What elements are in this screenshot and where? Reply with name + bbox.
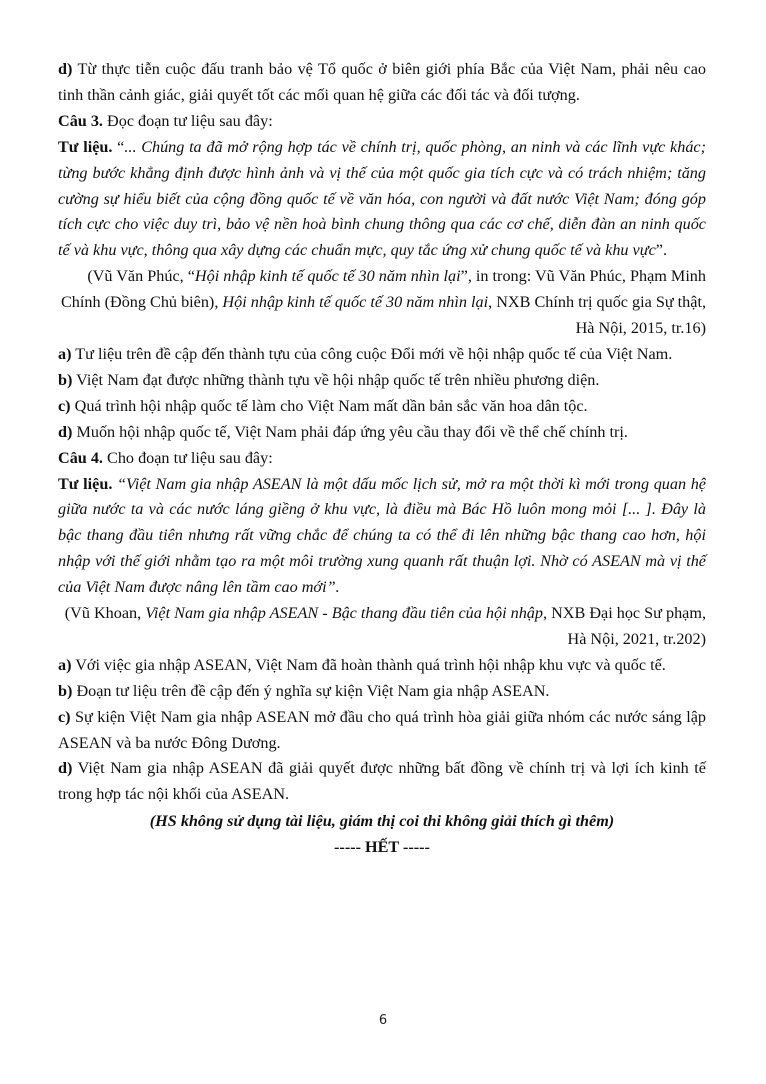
question-3-heading [58,109,706,135]
question-label: Câu 4. [58,448,103,467]
question-prompt: Đọc đoạn tư liệu sau đây: [102,111,273,130]
citation-title: Việt Nam gia nhập ASEAN - Bậc thang đầu tiên của hội nhập [145,604,543,623]
statement-text: Việt Nam gia nhập ASEAN đã giải quyết được những bất đồng về chính trị và lợi ích kinh tế trong hợp tác nội khối của ASEAN. [58,759,706,804]
citation-text: , NXB Chính trị quốc gia Sự thật, Hà Nội, 2015, tr.16) [488,293,706,338]
question-4-heading [58,446,706,472]
q3-statement-b [58,368,706,394]
citation-text: (Vũ Văn Phúc, “ [87,267,195,286]
statement-text: Sự kiện Việt Nam gia nhập ASEAN mở đầu cho quá trình hòa giải giữa nhóm các nước sáng lập ASEAN và ba nước Đông Dương. [58,707,706,752]
statement-text: Quá trình hội nhập quốc tế làm cho Việt Nam mất dần bản sắc văn hoa dân tộc. [70,396,588,415]
question-label: Câu 3. [58,111,103,130]
statement-label: d) [58,60,73,78]
statement-label: d) [58,422,73,441]
source-text: “Việt Nam gia nhập ASEAN là một dấu mốc lịch sử, mở ra một thời kì mới trong quan hệ giữa nước ta và các nước láng giềng ở khu vực, là điều mà Bác Hồ luôn mong mỏi [... ]. Đây là bậc thang đầu tiên nhưng rất vững chắc để chúng ta có thể đi lên những bậc thang cao hơn, hội nhập với thế giới nhằm tạo ra một môi trường xung quanh rất thuận lợi. Nhờ có ASEAN mà vị thế của Việt Nam được nâng lên tầm cao mới”. [58,474,706,597]
statement-text: Đoạn tư liệu trên đề cập đến ý nghĩa sự kiện Việt Nam gia nhập ASEAN. [72,681,550,700]
q4-statement-b [58,679,706,705]
statement-label: b) [58,681,73,700]
source-close-quote: ”. [655,241,667,260]
source-label: Tư liệu. [58,137,113,156]
q3-statement-d [58,420,706,446]
citation-text: , NXB Đại học Sư phạm, Hà Nội, 2021, tr.202) [543,604,706,648]
statement-label: d) [58,759,73,778]
q4-source-passage [58,472,706,602]
statement-label: a) [58,344,72,363]
exam-instruction-note: (HS không sử dụng tài liệu, giám thị coi thi không giải thích gì thêm) [149,812,615,831]
q3-source-passage [58,135,706,265]
q4-statement-d [58,756,706,808]
source-text: ... Chúng ta đã mở rộng hợp tác về chính trị, quốc phòng, an ninh và các lĩnh vực khác; từng bước khẳng định được hình ảnh và vị thế của một quốc gia tích cực và có trách nhiệm; tăng cường sự hiểu biết của cộng đồng quốc tế về văn hóa, con người và đất nước Việt Nam; đóng góp tích cực cho việc duy trì, bảo vệ nền hoà bình chung thông qua các cơ chế, diễn đàn an ninh quốc tế và khu vực, thông qua xây dựng các chuẩn mực, quy tắc ứng xử chung quốc tế và khu vực [58,137,706,260]
statement-text: Với việc gia nhập ASEAN, Việt Nam đã hoàn thành quá trình hội nhập khu vực và quốc tế. [71,655,666,674]
question-prompt: Cho đoạn tư liệu sau đây: [102,448,273,467]
citation-title: Hội nhập kinh tế quốc tế 30 năm nhìn lại [194,267,461,286]
source-label: Tư liệu. [58,474,113,493]
q4-statement-a [58,653,706,679]
citation-text: (Vũ Khoan, [64,604,146,623]
statement-label: a) [58,655,72,674]
citation-text: ”, in trong: Vũ Văn Phúc, Phạm Minh Chính (Đồng Chủ biên), [61,267,706,312]
end-marker: ----- HẾT ----- [334,838,430,857]
exam-page [58,57,706,861]
q2-statement-d [58,57,706,109]
source-open-quote: “ [112,137,125,156]
statement-label: b) [58,370,73,389]
statement-text: Tư liệu trên đề cập đến thành tựu của công cuộc Đổi mới về hội nhập quốc tế của Việt Nam. [71,344,673,363]
q3-statement-a [58,342,706,368]
q4-citation [58,601,706,653]
q3-statement-c [58,394,706,420]
q4-statement-c [58,705,706,757]
q3-citation [58,264,706,342]
statement-text: Muốn hội nhập quốc tế, Việt Nam phải đáp ứng yêu cầu thay đổi về thể chế chính trị. [72,422,628,441]
statement-label: c) [58,707,71,726]
citation-title: Hội nhập kinh tế quốc tế 30 năm nhìn lại [222,293,489,312]
statement-text: Từ thực tiễn cuộc đấu tranh bảo vệ Tổ quốc ở biên giới phía Bắc của Việt Nam, phải nêu cao tinh thần cảnh giác, giải quyết tốt các mối quan hệ giữa các đối tác và đối tượng. [58,60,706,104]
page-number: 6 [378,1013,388,1028]
statement-label: c) [58,396,71,415]
statement-text: Việt Nam đạt được những thành tựu về hội nhập quốc tế trên nhiều phương diện. [72,370,600,389]
